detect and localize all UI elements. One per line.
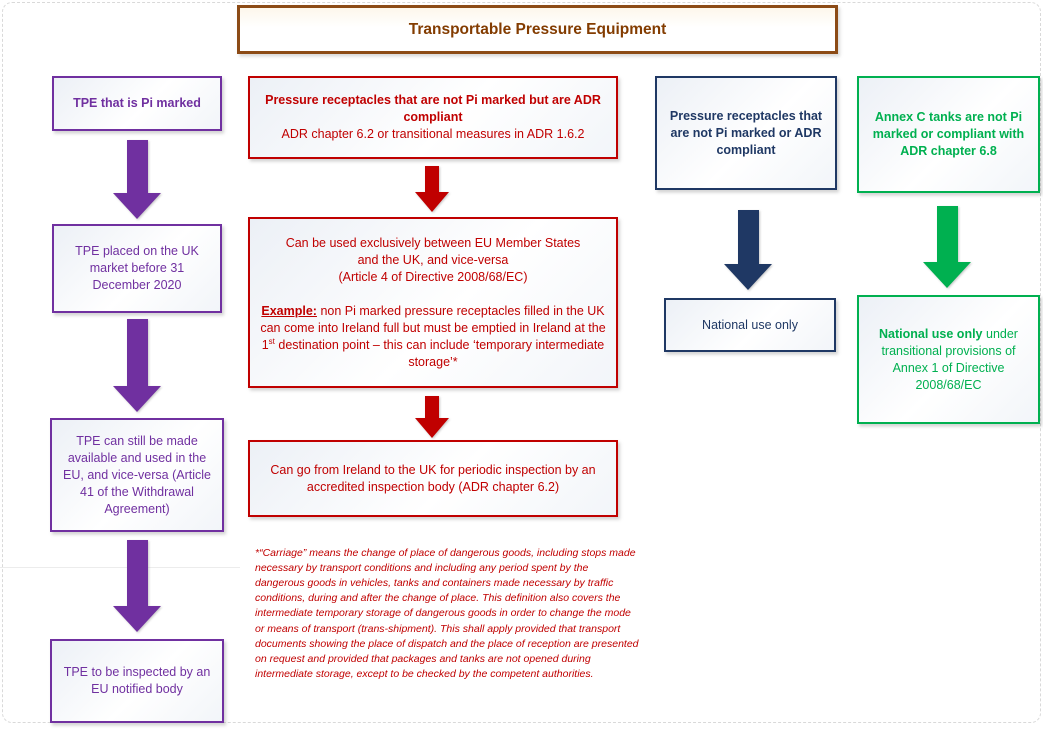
arrow-head (113, 193, 161, 219)
arrow-head (113, 386, 161, 412)
arrow-shaft (127, 140, 148, 193)
purple-down-arrow-1-icon (113, 140, 161, 219)
navy-box-not-pi-not-adr (655, 76, 837, 190)
arrow-shaft (127, 319, 148, 386)
green-box-national-use-transitional (857, 295, 1040, 424)
line: and the UK, and vice-versa (357, 252, 509, 267)
purple-box-still-available (50, 418, 224, 532)
page-title: Transportable Pressure Equipment (408, 20, 667, 38)
navy-box-national-use (664, 298, 836, 352)
title-box (237, 5, 838, 54)
purple-box-eu-notified-body (50, 639, 224, 723)
box-text: Annex C tanks are not Pi marked or compliant with ADR chapter 6.8 (872, 110, 1025, 158)
box-text: TPE placed on the UK market before 31 December 2020 (75, 244, 199, 292)
box-text: TPE that is Pi marked (73, 96, 201, 110)
example-label: Example: (261, 303, 317, 318)
green-box-annex-c-tanks (857, 76, 1040, 193)
box-text: Can go from Ireland to the UK for periodic inspection by an accredited inspection body (ADR chapter 6.2) (270, 462, 596, 494)
example-text-1: non Pi marked pressure receptacles filled in the UK can come into Ireland full but must be emptied in Ireland at the 1 (260, 303, 606, 352)
box-text: TPE to be inspected by an EU notified body (63, 665, 211, 696)
line: (Article 4 of Directive 2008/68/EC) (338, 269, 528, 284)
box-text: National use only (702, 317, 798, 332)
purple-box-uk-market (52, 224, 222, 313)
arrow-head (415, 418, 449, 438)
line: Can be used exclusively between EU Member States (285, 235, 581, 250)
box-text: TPE can still be made available and used in the EU, and vice-versa (Article 41 of the Withdrawal Agreement) (63, 433, 211, 516)
example-text-2: destination point – this can include ‘temporary intermediate storage’* (274, 337, 605, 369)
navy-down-arrow-icon (724, 210, 772, 290)
paragraph-usage (286, 235, 581, 286)
arrow-shaft (425, 396, 439, 418)
box-heading: Pressure receptacles that are not Pi marked but are ADR compliant (265, 93, 601, 124)
paragraph-example (258, 303, 608, 371)
box-text (869, 326, 1028, 394)
green-down-arrow-icon (923, 206, 971, 288)
ordinal-superscript: st (268, 336, 275, 346)
national-use-bold: National use only (879, 326, 983, 341)
red-down-arrow-1-icon (415, 166, 449, 212)
purple-box-tpe-pi-marked (52, 76, 222, 131)
arrow-shaft (127, 540, 148, 606)
arrow-shaft (937, 206, 958, 262)
red-box-periodic-inspection (248, 440, 618, 517)
arrow-shaft (425, 166, 439, 192)
red-box-not-pi-adr-compliant (248, 76, 618, 159)
arrow-head (724, 264, 772, 290)
purple-down-arrow-3-icon (113, 540, 161, 632)
transitional-rest: under transitional provisions of Annex 1 of Directive 2008/68/EC (881, 326, 1018, 392)
arrow-shaft (738, 210, 759, 264)
carriage-footnote: *“Carriage” means the change of place of dangerous goods, including stops made necessary by transport conditions and including any period spent by the dangerous goods in vehicles, tanks and containers made necessary by traffic conditions, during and after the change of place. This definition also covers the intermediate temporary storage of dangerous goods in order to change the mode or means of transport (trans-shipment). This shall apply provided that transport documents showing the place of dispatch and the place of reception are presented on request and provided that packages and tanks are not opened during intermediate storage, except to be checked by the competent authorities. (255, 547, 639, 680)
red-down-arrow-2-icon (415, 396, 449, 438)
arrow-head (923, 262, 971, 288)
box-text: Pressure receptacles that are not Pi marked or ADR compliant (669, 108, 823, 157)
purple-down-arrow-2-icon (113, 319, 161, 412)
arrow-head (415, 192, 449, 212)
arrow-head (113, 606, 161, 632)
box-subtext: ADR chapter 6.2 or transitional measures in ADR 1.6.2 (281, 127, 585, 141)
red-box-exclusive-use (248, 217, 618, 388)
